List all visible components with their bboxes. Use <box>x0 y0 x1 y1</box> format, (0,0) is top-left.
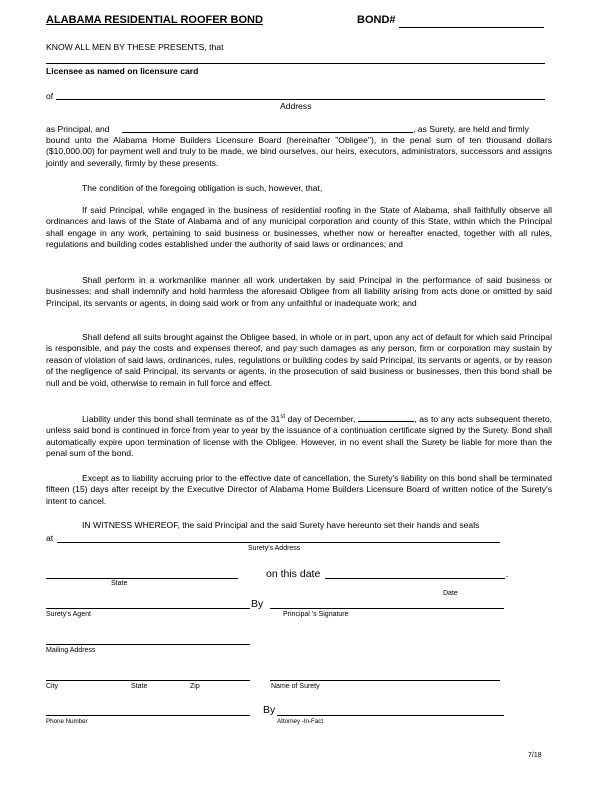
date-field[interactable] <box>325 578 505 579</box>
mailing-address-field[interactable] <box>46 644 250 645</box>
phone-number-caption: Phone Number <box>46 718 88 725</box>
year-field[interactable] <box>358 413 414 422</box>
ordinal-suffix: st <box>280 414 285 421</box>
condition-text: The condition of the foregoing obligation is such, however, that, <box>82 183 323 193</box>
address-caption: Address <box>280 101 312 111</box>
on-this-date-label: on this date <box>266 568 321 580</box>
city-state-zip-field[interactable] <box>46 680 250 681</box>
form-title: ALABAMA RESIDENTIAL ROOFER BOND <box>46 14 263 26</box>
by-label-1: By <box>251 598 264 610</box>
state-caption-2: State <box>131 683 148 690</box>
at-label: at <box>46 533 54 543</box>
principal-suffix: , as Surety, are held and firmly <box>413 124 529 134</box>
phone-number-field[interactable] <box>46 715 250 716</box>
witness-text: IN WITNESS WHEREOF, the said Principal and the said Surety have hereunto set their hands and seals <box>82 520 480 530</box>
bond-number-label: BOND# <box>357 14 396 26</box>
sureties-address-caption: Surety's Address <box>248 545 301 552</box>
sureties-agent-field[interactable] <box>46 608 250 609</box>
mailing-address-caption: Mailing Address <box>46 647 96 654</box>
name-of-surety-field[interactable] <box>270 680 500 681</box>
principal-signature-field[interactable] <box>270 608 504 609</box>
principal-rest-paragraph: bound unto the Alabama Home Builders Licensure Board (hereinafter "Obligee"), in the penal sum of ten thousand dollars ($10,000.00) for payment well and truly to be made, we bind ourselves, our heirs, executors, administrators, successors and assigns jointly and severally, firmly by these presents. <box>46 135 552 168</box>
licensee-name-field[interactable] <box>46 63 545 64</box>
know-all-text: KNOW ALL MEN BY THESE PRESENTS, that <box>46 42 224 52</box>
sureties-address-field[interactable] <box>57 542 500 543</box>
paragraph-2: Shall perform in a workmanlike manner all work undertaken by said Principal in the performance of said business or businesses; and shall indemnify and hold harmless the aforesaid Obligee from all liability arising from acts done or omitted by said Principal, its servants or agents, in doing said work or from any unfaithful or inadequate work; and <box>46 275 552 308</box>
licensee-caption: Licensee as named on licensure card <box>46 66 199 76</box>
revision-date: 7/18 <box>528 752 542 759</box>
paragraph-5: Except as to liability accruing prior to the effective date of cancellation, the Surety's liability on this bond shall be terminated fifteen (15) days after receipt by the Executive Director of Alabama Home Builders Licensure Board of written notice of the Surety's intent to cancel. <box>46 473 552 506</box>
sureties-agent-caption: Surety's Agent <box>46 611 91 618</box>
zip-caption: Zip <box>190 683 200 690</box>
paragraph-1: If said Principal, while engaged in the business of residential roofing in the State of Alabama, shall faithfully observe all ordinances and laws of the State of Alabama and of any municipal corporation and county of this State, within which the Principal shall engage in any work, pertaining to said business or businesses, whether now or hereafter enacted, together with all rules, regulations and building codes established under the authority of said laws or ordinances; and <box>46 205 552 250</box>
state-caption: State <box>111 580 128 587</box>
surety-name-field[interactable] <box>122 132 413 133</box>
name-of-surety-caption: Name of Surety <box>271 683 320 690</box>
principal-prefix: as Principal, and <box>46 124 110 134</box>
attorney-in-fact-field[interactable] <box>277 715 504 716</box>
state-field[interactable] <box>46 578 238 579</box>
by-label-2: By <box>263 704 276 716</box>
of-label: of <box>46 91 54 101</box>
licensee-address-field[interactable] <box>56 99 545 100</box>
city-caption: City <box>46 683 59 690</box>
paragraph-3: Shall defend all suits brought against the Obligee based, in whole or in part, upon any act of default for which said Principal is responsible, and pay the costs and expenses thereof, and pay such damages as any person, firm or corporation may sustain by reason of violation of said laws, ordinances, rules, regulations or building codes by said Principal, its servants or agents, or by reason of the negligence of said Principal, its servants or agents, in the prosecution of said business or businesses, then this bond shall be null and be void, otherwise to remain in full force and effect. <box>46 332 552 388</box>
bond-number-field[interactable] <box>399 27 544 28</box>
principal-signature-caption: Principal 's Signature <box>283 611 349 618</box>
date-caption: Date <box>443 590 458 597</box>
paragraph-4: Liability under this bond shall terminate as of the 31st day of December, , as to any acts subsequent thereto, unless said bond is continued in force from year to year by the issuance of a continuation certificate signed by the Surety. Bond shall automatically expire upon termination of license with the Obligee. However, in no event shall the Surety be liable for more than the penal sum of the bond. <box>46 414 553 459</box>
attorney-in-fact-caption: Attorney -In-Fact <box>277 718 324 725</box>
